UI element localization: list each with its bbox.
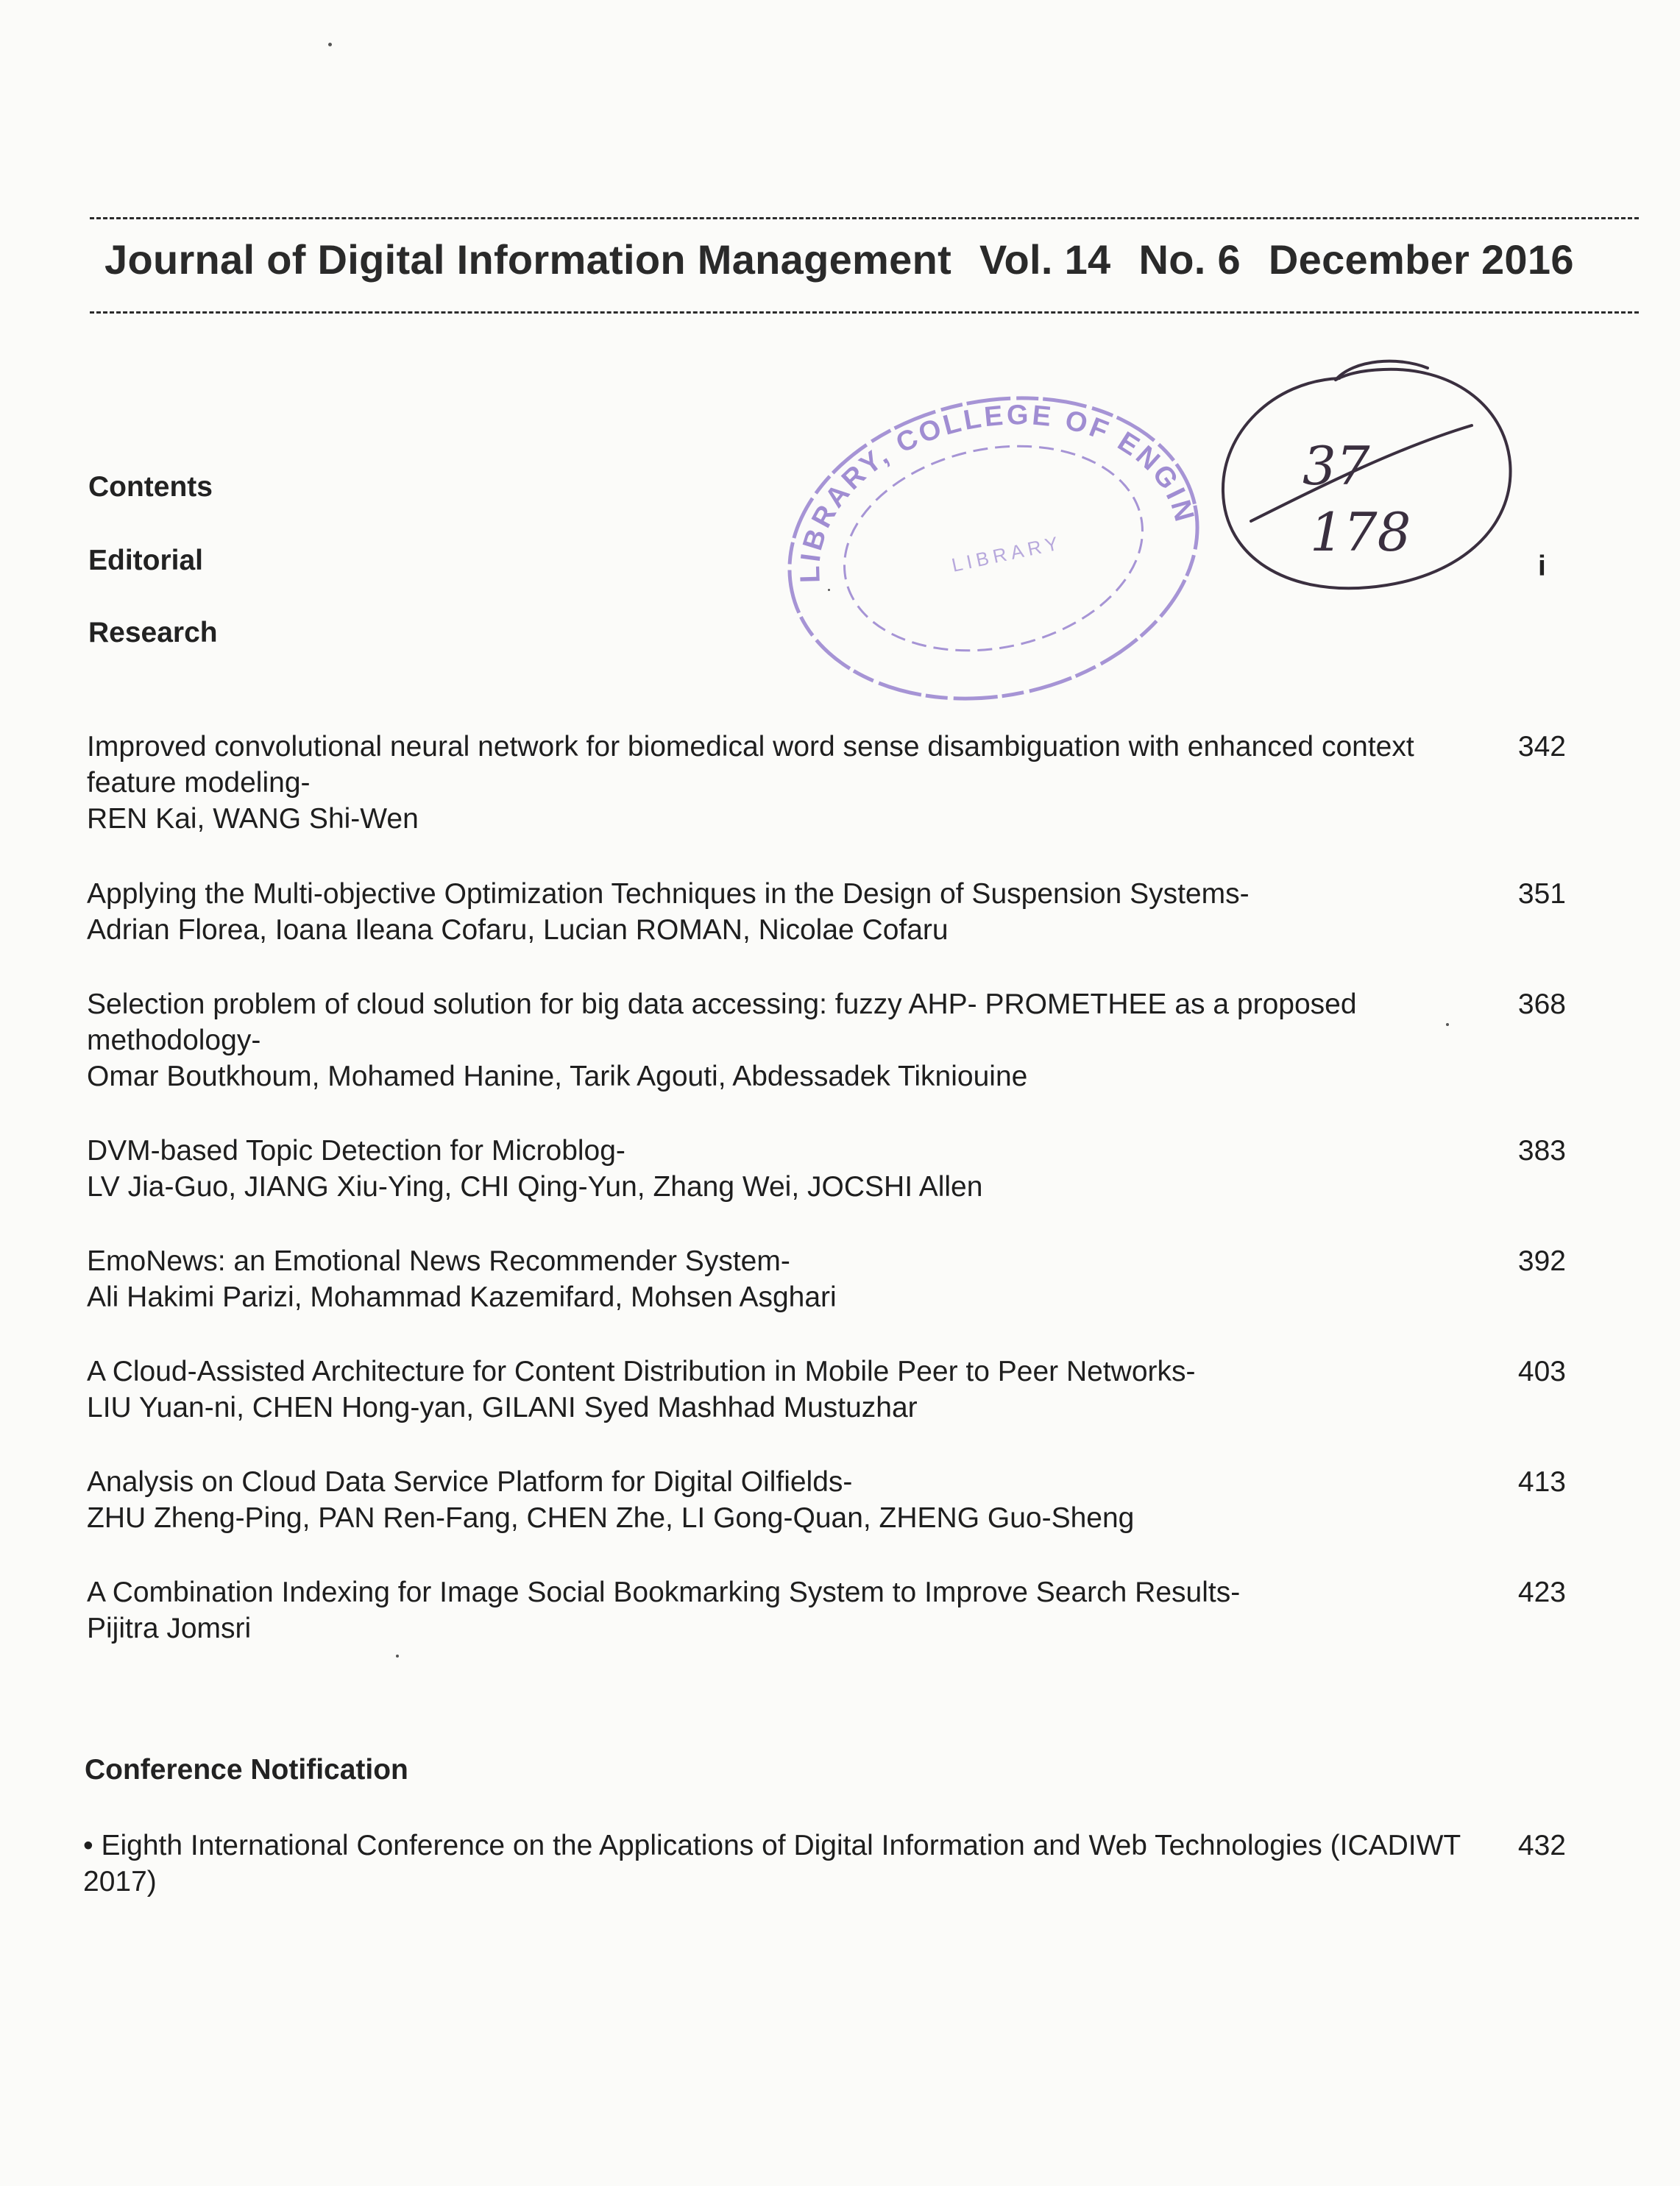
toc-article (87, 1574, 1566, 1646)
toc-article (87, 876, 1566, 948)
contents-heading: Contents (88, 471, 213, 503)
conference-entry (83, 1828, 1566, 1900)
scan-speck (1446, 1023, 1449, 1026)
toc-article (87, 1464, 1566, 1536)
article-authors: REN Kai, WANG Shi-Wen (87, 803, 419, 835)
article-title: Selection problem of cloud solution for big data accessing: fuzzy AHP- PROMETHEE as a proposed methodology- (87, 988, 1357, 1056)
article-page: 368 (1517, 988, 1566, 1020)
library-stamp (765, 368, 1222, 721)
scan-speck (396, 1655, 399, 1658)
article-authors: Adrian Florea, Ioana Ileana Cofaru, Lucian ROMAN, Nicolae Cofaru (87, 914, 949, 946)
editorial-heading: Editorial (88, 545, 204, 576)
article-title: Applying the Multi-objective Optimization Techniques in the Design of Suspension Systems- (87, 878, 1250, 910)
article-page: 351 (1517, 878, 1566, 910)
journal-header (104, 236, 1639, 283)
svg-text:LIBRARY, COLLEGE OF ENGINEERIN: LIBRARY, COLLEGE OF ENGINEERING (795, 400, 1201, 584)
header-top-rule (90, 217, 1639, 219)
article-title: Analysis on Cloud Data Service Platform for Digital Oilfields- (87, 1466, 853, 1498)
toc-article (87, 1354, 1566, 1426)
article-title: Improved convolutional neural network for biomedical word sense disambiguation with enhanced context feature modeling- (87, 731, 1414, 799)
header-bottom-rule (90, 311, 1639, 314)
bullet: • (83, 1830, 93, 1861)
article-page: 342 (1517, 731, 1566, 763)
article-page: 392 (1517, 1245, 1566, 1277)
svg-text:178: 178 (1310, 501, 1411, 563)
research-heading: Research (88, 617, 218, 648)
toc-article (87, 986, 1566, 1094)
svg-text:37: 37 (1302, 435, 1370, 497)
article-title: EmoNews: an Emotional News Recommender System- (87, 1245, 790, 1277)
editorial-page-number: i (1538, 551, 1546, 582)
article-page: 423 (1517, 1577, 1566, 1608)
article-page: 403 (1517, 1356, 1566, 1387)
article-authors: ZHU Zheng-Ping, PAN Ren-Fang, CHEN Zhe, LI Gong-Quan, ZHENG Guo-Sheng (87, 1502, 1135, 1534)
conference-page: 432 (1517, 1830, 1566, 1861)
scan-speck (828, 589, 830, 591)
scan-speck (328, 43, 332, 46)
article-authors: Omar Boutkhoum, Mohamed Hanine, Tarik Agouti, Abdessadek Tikniouine (87, 1061, 1028, 1092)
journal-title: Journal of Digital Information Management (104, 236, 952, 283)
article-page: 383 (1517, 1135, 1566, 1167)
article-page: 413 (1517, 1466, 1566, 1498)
article-title: A Combination Indexing for Image Social Bookmarking System to Improve Search Results- (87, 1577, 1241, 1608)
toc-article (87, 1133, 1566, 1205)
conference-description: Eighth International Conference on the Applications of Digital Information and Web Technologies (ICADIWT 2017) (83, 1830, 1461, 1897)
article-title: A Cloud-Assisted Architecture for Content Distribution in Mobile Peer to Peer Networks- (87, 1356, 1196, 1387)
toc-article (87, 729, 1566, 837)
article-authors: Pijitra Jomsri (87, 1613, 252, 1644)
svg-text:LIBRARY: LIBRARY (949, 531, 1065, 576)
toc-article (87, 1243, 1566, 1315)
journal-volume: Vol. 14 (979, 236, 1111, 283)
conference-text (83, 1828, 1467, 1900)
journal-number: No. 6 (1138, 236, 1241, 283)
conference-heading: Conference Notification (85, 1754, 408, 1786)
article-authors: LIU Yuan-ni, CHEN Hong-yan, GILANI Syed Mashhad Mustuzhar (87, 1392, 918, 1423)
handwritten-note (1207, 352, 1531, 602)
article-title: DVM-based Topic Detection for Microblog- (87, 1135, 625, 1167)
article-authors: LV Jia-Guo, JIANG Xiu-Ying, CHI Qing-Yun, Zhang Wei, JOCSHI Allen (87, 1171, 983, 1203)
article-authors: Ali Hakimi Parizi, Mohammad Kazemifard, Mohsen Asghari (87, 1281, 837, 1313)
journal-date: December 2016 (1268, 236, 1574, 283)
